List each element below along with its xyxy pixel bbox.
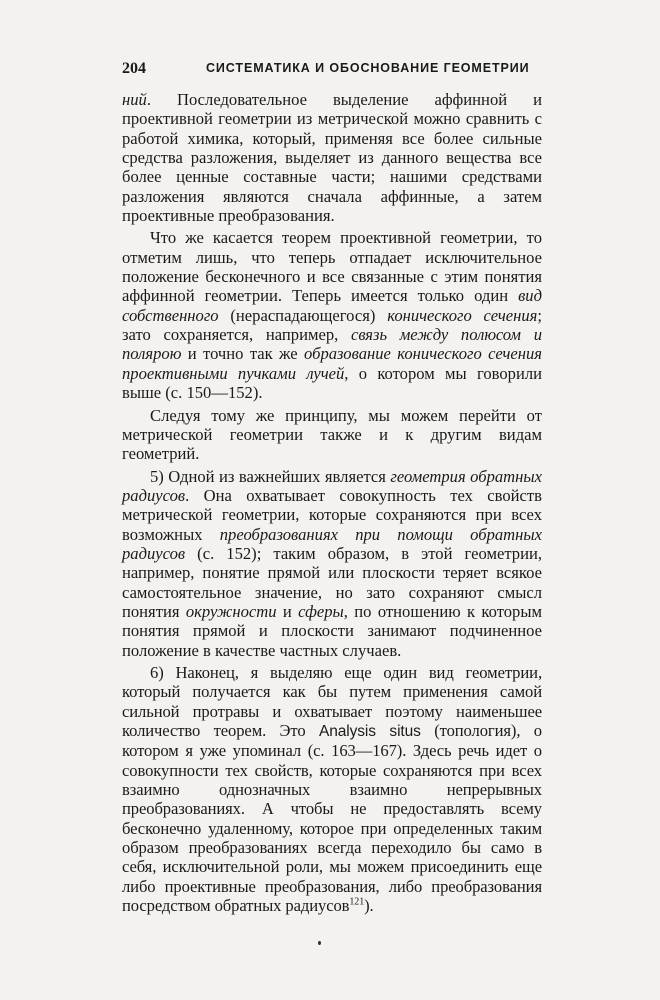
text-run: ).	[364, 896, 374, 916]
text-run: Что же касается теорем проективной геометрии, то отметим лишь, что теперь отпадает исключительное положение бесконечного и все связанные с этим понятия аффинной геометрии. Теперь имеется только один	[122, 228, 542, 306]
text-run: ; зато сохраняется, например,	[122, 305, 542, 345]
paragraph	[122, 406, 542, 464]
italic-term: конического сечения	[387, 305, 538, 325]
page-number: 204	[122, 60, 146, 77]
text-run: . Она охватывает совокупность тех свойств метрической геометрии, которые сохраняются при всех возможных	[122, 485, 542, 544]
text-run: 6) Наконец, я выделяю еще один вид геометрии, который получается как бы путем применения самой сильной протравы и охватывает поэтому наименьшее количество теорем. Это	[122, 662, 542, 740]
text-run: (топология), о котором я уже упоминал (с. 163—167). Здесь речь идет о совокупности тех свойств, которые сохраняются при всех взаимно однозначных взаимно непрерывных преобразованиях. А чтобы не предоставлять всему бесконечно удаленному, которое при определенных таким образом преобразованиях всегда переходило бы само в себя, исключительной роли, мы можем присоединить еще либо проективные преобразования, либо преобразования посредством обратных радиусов	[122, 721, 543, 916]
print-speck	[318, 941, 321, 945]
body-text	[122, 90, 542, 918]
paragraph	[122, 663, 542, 915]
italic-term: окружности	[185, 601, 277, 621]
text-run: (нераспадающегося)	[218, 305, 388, 325]
paragraph	[122, 467, 542, 660]
italic-term: вид собственного	[122, 286, 542, 325]
running-head: СИСТЕМАТИКА И ОБОСНОВАНИЕ ГЕОМЕТРИИ	[206, 61, 530, 75]
text-run: . Последовательное выделение аффинной и проективной геометрии из метрической можно сравнить с работой химика, который, применяя все более сильные средства разложения, выделяет из данного вещества все более ценные составные части; нашими средствами разложения являются сначала аффинные, а затем проективные преобразования.	[122, 90, 542, 226]
text-run: (с. 152); таким образом, в этой геометрии, например, понятие прямой или плоскости теряет всякое самостоятельное значение, но зато сохраняют смысл понятия	[122, 543, 542, 621]
paragraph	[122, 90, 542, 225]
page-header	[122, 60, 542, 82]
italic-term: ний	[122, 90, 147, 109]
text-run: 5) Одной из важнейших является	[150, 466, 391, 486]
text-run: , по отношению к которым понятия прямой и плоскости занимают подчиненное положение в качестве частных случаев.	[122, 601, 542, 660]
text-run: , о котором мы говорили выше (с. 150—152).	[122, 363, 542, 403]
text-run: и	[276, 601, 299, 621]
italic-term: сферы	[298, 601, 344, 621]
text-run: Analysis situs	[318, 723, 421, 740]
italic-term: образование конического сечения проективными пучками лучей	[122, 344, 542, 383]
footnote-ref: 121	[349, 896, 365, 908]
text-run: Следуя тому же принципу, мы можем перейти от метрической геометрии также и к другим видам геометрий.	[122, 405, 542, 464]
paragraph	[122, 228, 542, 402]
italic-term: преобразованиях при помощи обратных радиусов	[122, 524, 542, 563]
italic-term: связь между полюсом и полярою	[122, 325, 542, 364]
text-run: и точно так же	[181, 344, 305, 364]
italic-term: геометрия обратных радиусов	[122, 466, 542, 505]
